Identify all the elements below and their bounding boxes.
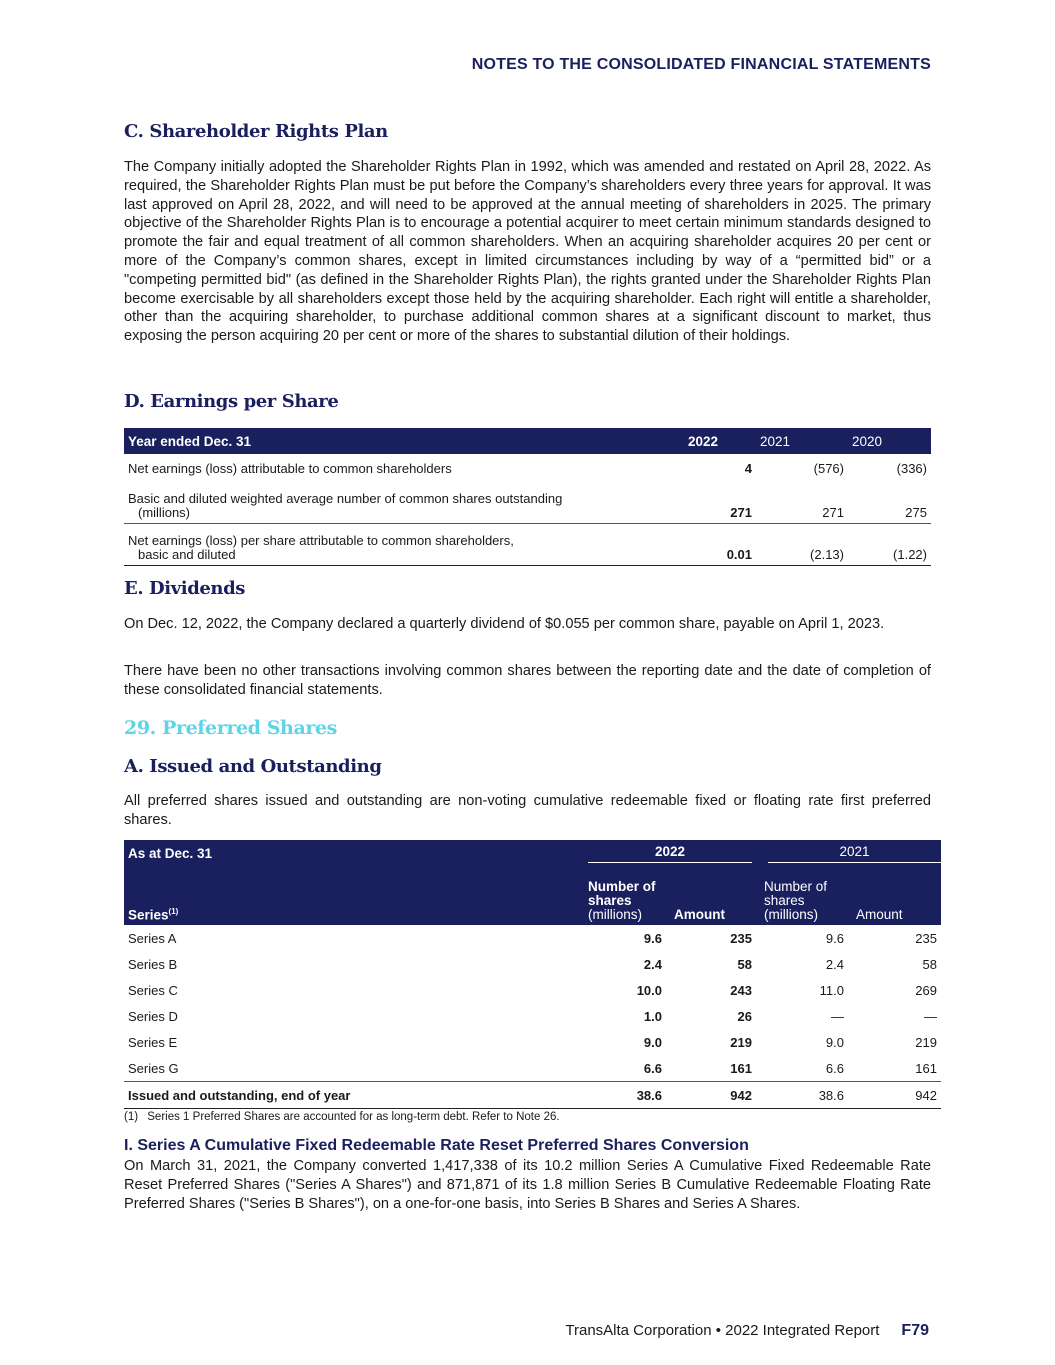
table-row <box>124 977 941 1003</box>
section-d-title: D. Earnings per Share <box>124 391 339 412</box>
shares-2022: 9.0 <box>643 1034 662 1050</box>
eps-header-label: Year ended Dec. 31 <box>128 433 252 449</box>
row-label-line1: Basic and diluted weighted average number of common shares outstanding <box>128 491 563 506</box>
amount-2021: 161 <box>852 1055 941 1082</box>
number-of-shares-2022-header <box>584 866 670 925</box>
total-shares-2022: 38.6 <box>584 1082 670 1109</box>
amount-2022: 161 <box>670 1055 760 1082</box>
section-e-paragraph-1: On Dec. 12, 2022, the Company declared a quarterly dividend of $0.055 per common share, payable on April 1, 2023. <box>124 616 885 632</box>
section-a-intro: All preferred shares issued and outstanding are non-voting cumulative redeemable fixed or floating rate first preferred shares. <box>124 793 931 828</box>
amount-2021: 269 <box>915 982 937 998</box>
table-row <box>124 1029 941 1055</box>
eps-table-header <box>124 428 931 454</box>
amount-2021: 235 <box>915 930 937 946</box>
header-line: Number of <box>588 879 656 894</box>
row-label-line1: Net earnings (loss) per share attributable to common shareholders, <box>128 533 514 548</box>
amount-2021: — <box>924 1008 937 1024</box>
section-a-title: A. Issued and Outstanding <box>124 756 382 777</box>
shares-2021: 9.6 <box>825 930 844 946</box>
table-total-row <box>124 1082 941 1109</box>
footnote-marker: (1) <box>124 1111 139 1123</box>
section-e-paragraph-2: There have been no other transactions involving common shares between the reporting date and the date of completion of these consolidated financial statements. <box>124 663 931 698</box>
value-2020: 275 <box>848 482 931 524</box>
year-2021-header <box>760 840 941 866</box>
eps-header-2021: 2021 <box>760 433 791 449</box>
shares-2022: 10.0 <box>636 982 662 998</box>
total-amount-2022: 942 <box>670 1082 760 1109</box>
amount-2022: 235 <box>730 930 752 946</box>
series-name: Series G <box>124 1055 584 1082</box>
value-2021: (2.13) <box>756 524 848 566</box>
series-a-conversion-text: On March 31, 2021, the Company converted 1,417,338 of its 10.2 million Series A Cumulative Fixed Redeemable Rate Reset Preferred Shares ("Series A Shares") and 871,871 of its 1.8 million Series B Cumulative Redeemable Floating Rate Preferred Shares ("Series B Shares"), on a one-for-one basis, into Series B Shares and Series A Shares. <box>124 1158 931 1212</box>
series-a-conversion-title: I. Series A Cumulative Fixed Redeemable Rate Reset Preferred Shares Conversion <box>124 1137 749 1154</box>
total-shares-2021: 38.6 <box>760 1082 852 1109</box>
amount-2022: 58 <box>737 956 752 972</box>
header-line: shares <box>764 893 805 908</box>
year-2022-label: 2022 <box>588 844 752 863</box>
series-name: Series D <box>128 1008 178 1024</box>
total-amount-2021: 942 <box>852 1082 941 1109</box>
footnote <box>124 1111 931 1123</box>
total-label: Issued and outstanding, end of year <box>124 1082 584 1109</box>
section-e-title: E. Dividends <box>124 578 246 599</box>
series-name: Series B <box>128 956 178 972</box>
table-row <box>124 482 931 524</box>
row-label <box>124 482 684 524</box>
footnote-text: Series 1 Preferred Shares are accounted for as long-term debt. Refer to Note 26. <box>147 1111 560 1123</box>
shares-2021: 11.0 <box>819 982 844 998</box>
amount-2021: 58 <box>922 956 937 972</box>
preferred-shares-table <box>124 840 941 1109</box>
header-line: shares <box>588 893 632 908</box>
header-line: Number of <box>764 879 828 894</box>
value-2020: (336) <box>896 460 927 476</box>
shares-2022: 6.6 <box>584 1055 670 1082</box>
section-c-text: The Company initially adopted the Shareholder Rights Plan in 1992, which was amended and restated on April 28, 2022. As required, the Shareholder Rights Plan must be put before the Company’s shareholders every three years for approval. It was last approved on April 28, 2022, and will need to be approved at the annual meeting of shareholders in 2025. The primary objective of the Shareholder Rights Plan is to encourage a potential acquirer to meet certain minimum standards designed to promote the fair and equal treatment of all common shareholders. When an acquiring shareholder acquires 20 per cent or more of the Company’s common shares, except in limited circumstances including by way of a “permitted bid” or a "competing permitted bid" (as defined in the Shareholder Rights Plan), the rights granted under the Shareholder Rights Plan become exercisable by all shareholders except those held by the acquiring shareholder. Each right will entitle a shareholder, other than the acquiring shareholder, to purchase additional common shares at a significant discount to market, thus exposing the person acquiring 20 per cent or more of the shares to substantial dilution of their holdings. <box>124 159 931 345</box>
value-2022: 271 <box>684 482 756 524</box>
report-name: TransAlta Corporation • 2022 Integrated Report <box>565 1322 880 1339</box>
shares-2022: 1.0 <box>643 1008 662 1024</box>
series-header <box>124 866 584 925</box>
value-2022: 4 <box>744 460 752 476</box>
as-at-label: As at Dec. 31 <box>128 845 213 861</box>
value-2021: (576) <box>813 460 844 476</box>
shares-2021: — <box>831 1008 844 1024</box>
eps-header-2020: 2020 <box>852 433 883 449</box>
shares-2022: 2.4 <box>643 956 662 972</box>
row-label-line2: (millions) <box>138 505 190 520</box>
value-2021: 271 <box>756 482 848 524</box>
section-c-title: C. Shareholder Rights Plan <box>124 121 388 142</box>
preferred-table-wrap <box>124 840 941 1109</box>
year-2022-header <box>584 840 760 866</box>
value-2022: 0.01 <box>684 524 756 566</box>
page-footer <box>565 1322 929 1340</box>
series-name: Series E <box>128 1034 178 1050</box>
series-name: Series C <box>128 982 178 998</box>
row-label: Net earnings (loss) attributable to common shareholders <box>128 460 452 476</box>
row-label-line2: basic and diluted <box>138 547 236 562</box>
series-header-label: Series <box>128 907 169 922</box>
value-2020: (1.22) <box>848 524 931 566</box>
page-number: F79 <box>901 1322 929 1339</box>
header-line: (millions) <box>588 907 642 922</box>
shares-2021: 6.6 <box>760 1055 852 1082</box>
table-row <box>124 454 931 482</box>
eps-table-wrap <box>124 428 931 566</box>
preferred-table-header-years <box>124 840 941 866</box>
table-row <box>124 1055 941 1082</box>
eps-table <box>124 428 931 566</box>
row-label <box>124 524 684 566</box>
eps-header-2022: 2022 <box>688 433 719 449</box>
shares-2022: 9.6 <box>643 930 662 946</box>
amount-2022: 26 <box>737 1008 752 1024</box>
amount-2022: 243 <box>730 982 752 998</box>
table-row <box>124 524 931 566</box>
year-2021-label: 2021 <box>768 844 941 863</box>
amount-2022: 219 <box>730 1034 752 1050</box>
amount-2021: 219 <box>915 1034 937 1050</box>
table-row <box>124 925 941 951</box>
table-row <box>124 951 941 977</box>
number-of-shares-2021-header <box>760 866 852 925</box>
note-29-title: 29. Preferred Shares <box>124 717 337 739</box>
shares-2021: 9.0 <box>825 1034 844 1050</box>
series-name: Series A <box>128 930 177 946</box>
preferred-table-header-columns <box>124 866 941 925</box>
running-head: NOTES TO THE CONSOLIDATED FINANCIAL STATEMENTS <box>471 56 931 73</box>
amount-2021-header: Amount <box>856 907 903 922</box>
header-line: (millions) <box>764 907 818 922</box>
shares-2021: 2.4 <box>825 956 844 972</box>
amount-2022-header: Amount <box>674 907 725 922</box>
series-footnote-ref: (1) <box>168 906 179 916</box>
table-row <box>124 1003 941 1029</box>
